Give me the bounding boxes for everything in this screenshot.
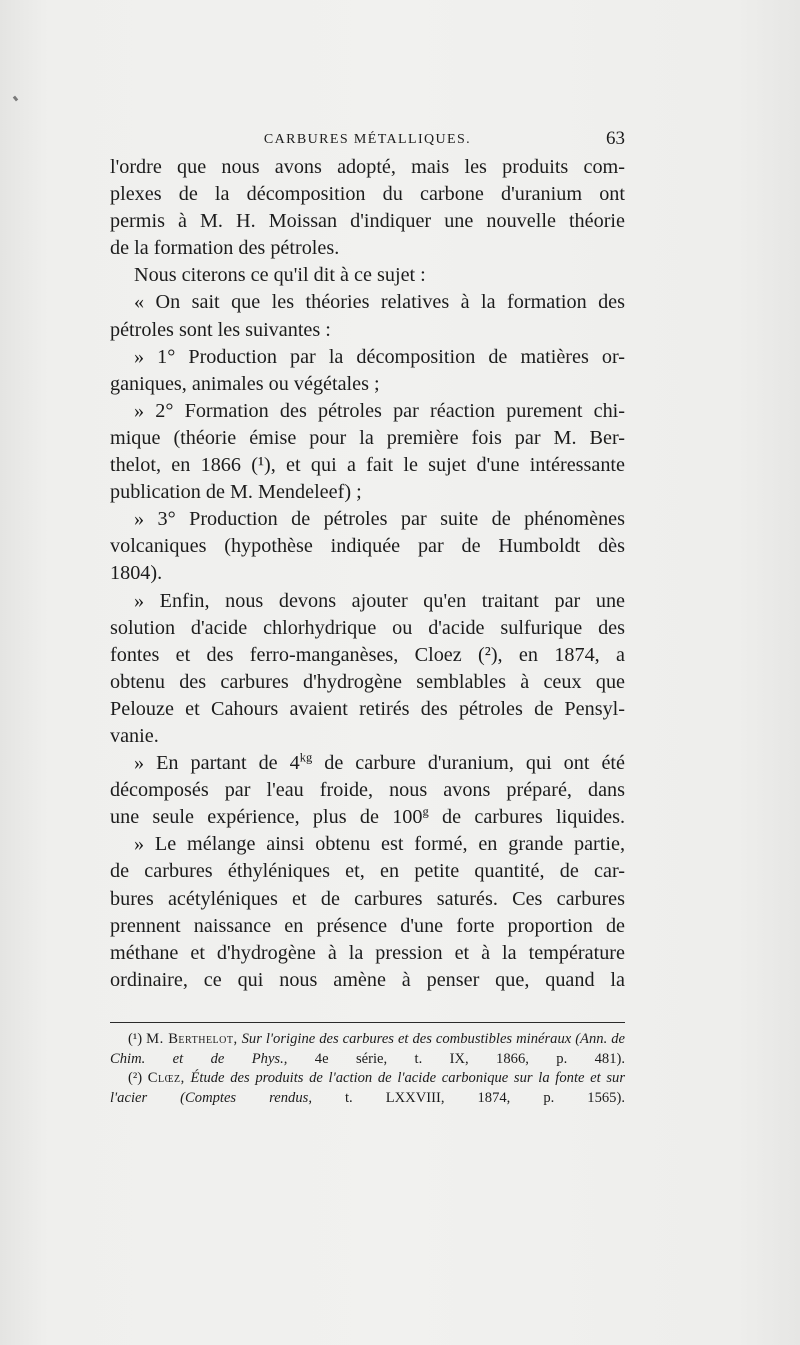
footnote-1 <box>110 1030 625 1069</box>
body-line: prennent naissance en présence d'une forte proportion de <box>110 914 625 937</box>
body-text <box>110 154 625 994</box>
body-line: fontes et des ferro-manganèses, Cloez (²), en 1874, a <box>110 643 625 666</box>
page-header <box>110 128 625 152</box>
footnote-mark: (²) <box>128 1070 143 1087</box>
body-line: « On sait que les théories relatives à la formation des <box>134 291 625 314</box>
body-line: ganiques, animales ou végétales ; <box>110 372 380 395</box>
footnote-author: M. Berthelot, <box>146 1031 238 1047</box>
footnote-title: Sur l'origine des carbures et des combustibles minéraux (Ann. de Chim. et de Phys., <box>110 1031 625 1067</box>
line-fragment: » En partant de 4 <box>134 752 300 775</box>
body-line: solution d'acide chlorhydrique ou d'acide sulfurique des <box>110 616 625 639</box>
body-line: permis à M. H. Moissan d'indiquer une nouvelle théorie <box>110 210 625 233</box>
body-line: Pelouze et Cahours avaient retirés des pétroles de Pensyl- <box>110 697 625 720</box>
footnote-reference: t. LXXVIII, 1874, p. 1565). <box>344 1089 625 1106</box>
page-number: 63 <box>606 128 625 149</box>
body-line: 1804). <box>110 562 163 585</box>
footnotes <box>110 1030 625 1108</box>
body-line: de carbures éthyléniques et, en petite quantité, de car- <box>110 860 625 883</box>
line-fragment: une seule expérience, plus de 100 <box>110 806 423 829</box>
body-line: » 3° Production de pétroles par suite de phénomènes <box>134 508 625 531</box>
unit-superscript: kg <box>299 750 313 765</box>
body-line: obtenu des carbures d'hydrogène semblables à ceux que <box>110 670 625 693</box>
body-line: mique (théorie émise pour la première fois par M. Ber- <box>110 426 625 449</box>
body-line: plexes de la décomposition du carbone d'uranium ont <box>110 183 625 206</box>
footnote-reference: 4e série, t. IX, 1866, p. 481). <box>314 1050 625 1067</box>
body-line: » Enfin, nous devons ajouter qu'en traitant par une <box>134 589 625 612</box>
line-fragment: de carbure d'uranium, qui ont été <box>312 752 626 775</box>
scan-speck <box>13 96 19 102</box>
body-line: l'ordre que nous avons adopté, mais les produits com- <box>110 156 625 178</box>
body-line-with-unit <box>110 750 625 777</box>
body-line: volcaniques (hypothèse indiquée par de Humboldt dès <box>110 535 625 558</box>
footnote-2 <box>110 1069 625 1108</box>
unit-superscript: g <box>422 804 429 819</box>
body-line: ordinaire, ce qui nous amène à penser que, quand la <box>110 968 625 991</box>
body-line: bures acétyléniques et de carbures saturés. Ces carbures <box>110 887 625 910</box>
body-line: méthane et d'hydrogène à la pression et à la température <box>110 941 625 964</box>
footnote-author: Clœz, <box>147 1070 185 1087</box>
body-line: vanie. <box>110 724 159 747</box>
body-line: publication de M. Mendeleef) ; <box>110 481 362 504</box>
footnote-rule <box>110 1022 625 1023</box>
footnote-mark: (¹) <box>128 1031 143 1047</box>
running-title: CARBURES MÉTALLIQUES. <box>263 132 472 147</box>
body-line-with-unit <box>110 804 625 831</box>
body-line: décomposés par l'eau froide, nous avons préparé, dans <box>110 779 625 802</box>
line-fragment: de carbures liquides. <box>428 806 625 829</box>
footnote-title: Étude des produits de l'action de l'acide carbonique sur la fonte et sur l'acier (Comptes rendus, <box>110 1070 626 1106</box>
body-line: » 1° Production par la décomposition de matières or- <box>134 345 625 368</box>
body-line: thelot, en 1866 (¹), et qui a fait le sujet d'une intéressante <box>110 454 625 477</box>
body-line: » Le mélange ainsi obtenu est formé, en grande partie, <box>134 833 625 856</box>
body-line: pétroles sont les suivantes : <box>110 318 331 341</box>
body-line: Nous citerons ce qu'il dit à ce sujet : <box>134 264 426 287</box>
body-line: de la formation des pétroles. <box>110 237 340 260</box>
body-line: » 2° Formation des pétroles par réaction purement chi- <box>134 399 625 422</box>
